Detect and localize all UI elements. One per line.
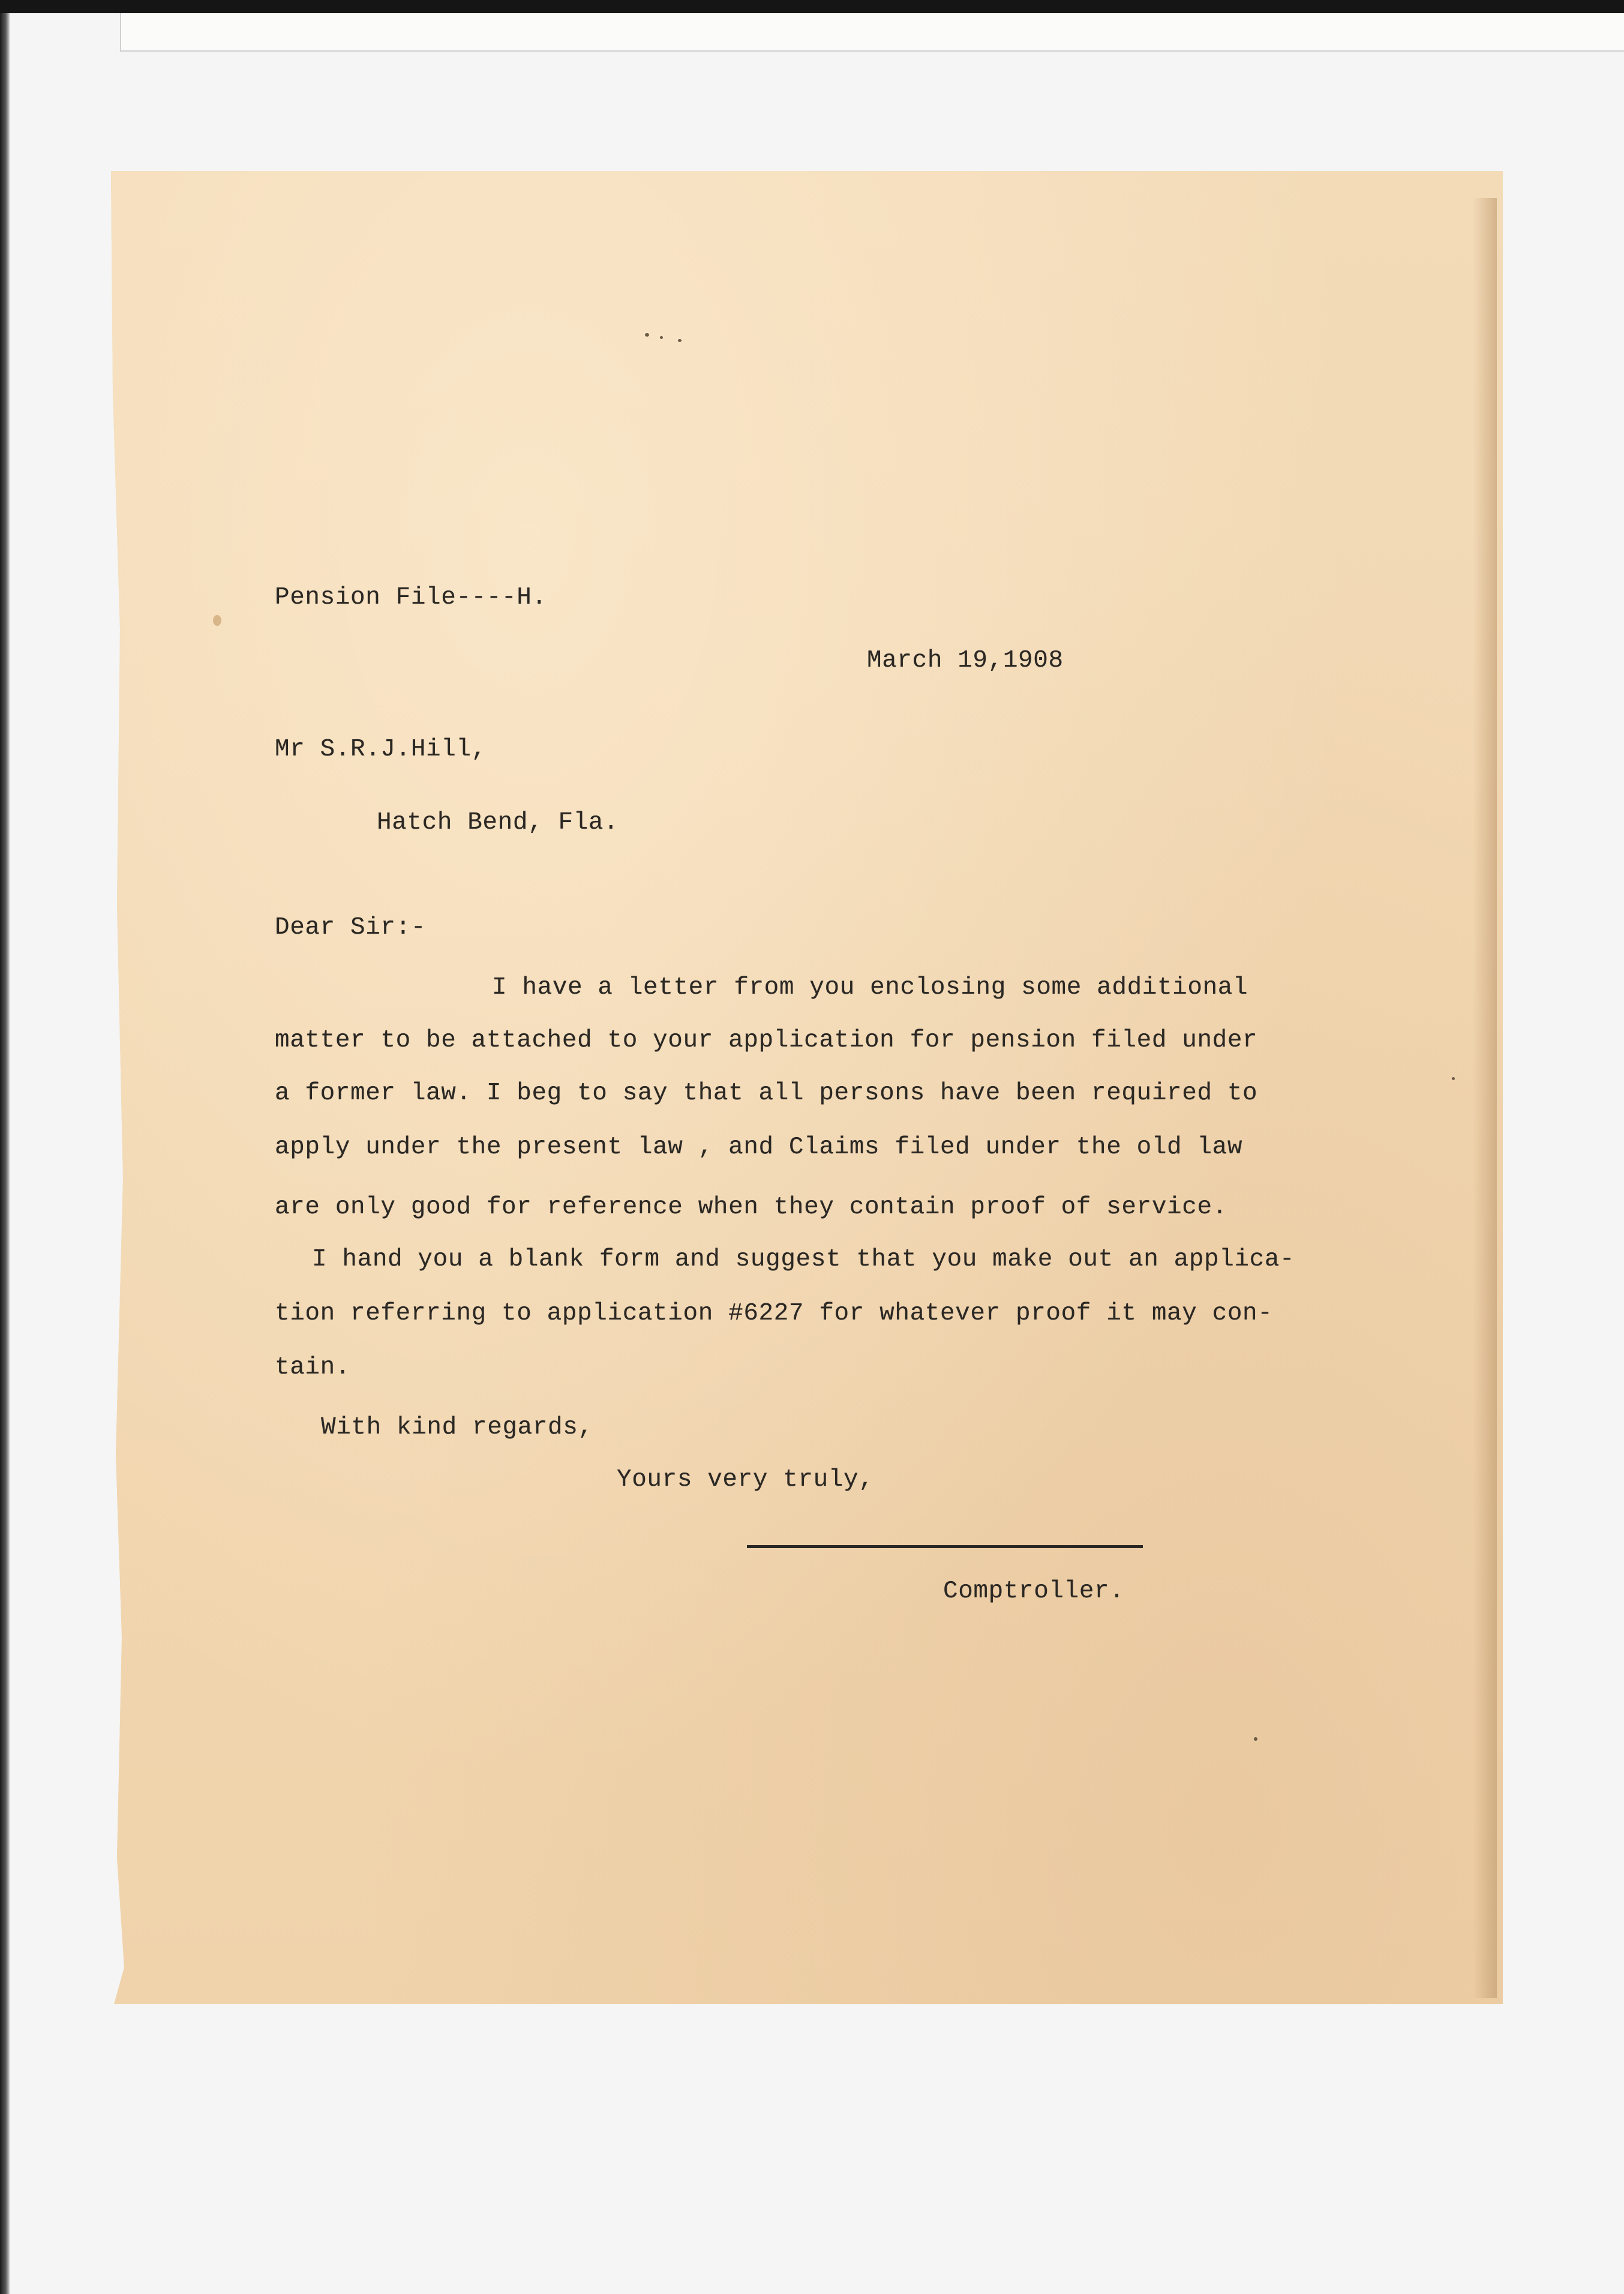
signature-line bbox=[747, 1545, 1143, 1548]
regards: With kind regards, bbox=[321, 1414, 593, 1441]
closing: Yours very truly, bbox=[617, 1466, 874, 1494]
paper-speck bbox=[678, 339, 682, 342]
scan-top-edge bbox=[0, 0, 1624, 13]
paper-edge-shadow bbox=[1473, 198, 1497, 1998]
paper-speck bbox=[645, 333, 649, 337]
body-line: apply under the present law , and Claims filed under the old law bbox=[275, 1133, 1243, 1161]
letter-date: March 19,1908 bbox=[867, 647, 1064, 674]
paper-speck bbox=[213, 615, 221, 626]
salutation: Dear Sir:- bbox=[275, 914, 427, 941]
paper-speck bbox=[1254, 1737, 1257, 1741]
body-line: matter to be attached to your application for pension filed under bbox=[275, 1027, 1258, 1054]
file-reference: Pension File----H. bbox=[275, 584, 547, 611]
body-line: I have a letter from you enclosing some additional bbox=[492, 974, 1248, 1001]
body-line: are only good for reference when they contain proof of service. bbox=[275, 1194, 1227, 1221]
scan-left-edge bbox=[0, 0, 10, 2294]
recipient-address: Hatch Bend, Fla. bbox=[377, 809, 619, 836]
body-line: tain. bbox=[275, 1354, 351, 1381]
scan-top-strip bbox=[120, 13, 1624, 52]
recipient-name: Mr S.R.J.Hill, bbox=[275, 736, 487, 763]
signature-title: Comptroller. bbox=[943, 1578, 1125, 1605]
body-line: tion referring to application #6227 for whatever proof it may con- bbox=[275, 1300, 1273, 1327]
body-line: I hand you a blank form and suggest that you make out an applica- bbox=[312, 1246, 1295, 1273]
paper-speck bbox=[660, 336, 663, 339]
body-line: a former law. I beg to say that all persons have been required to bbox=[275, 1079, 1258, 1107]
paper-speck bbox=[1452, 1077, 1455, 1080]
